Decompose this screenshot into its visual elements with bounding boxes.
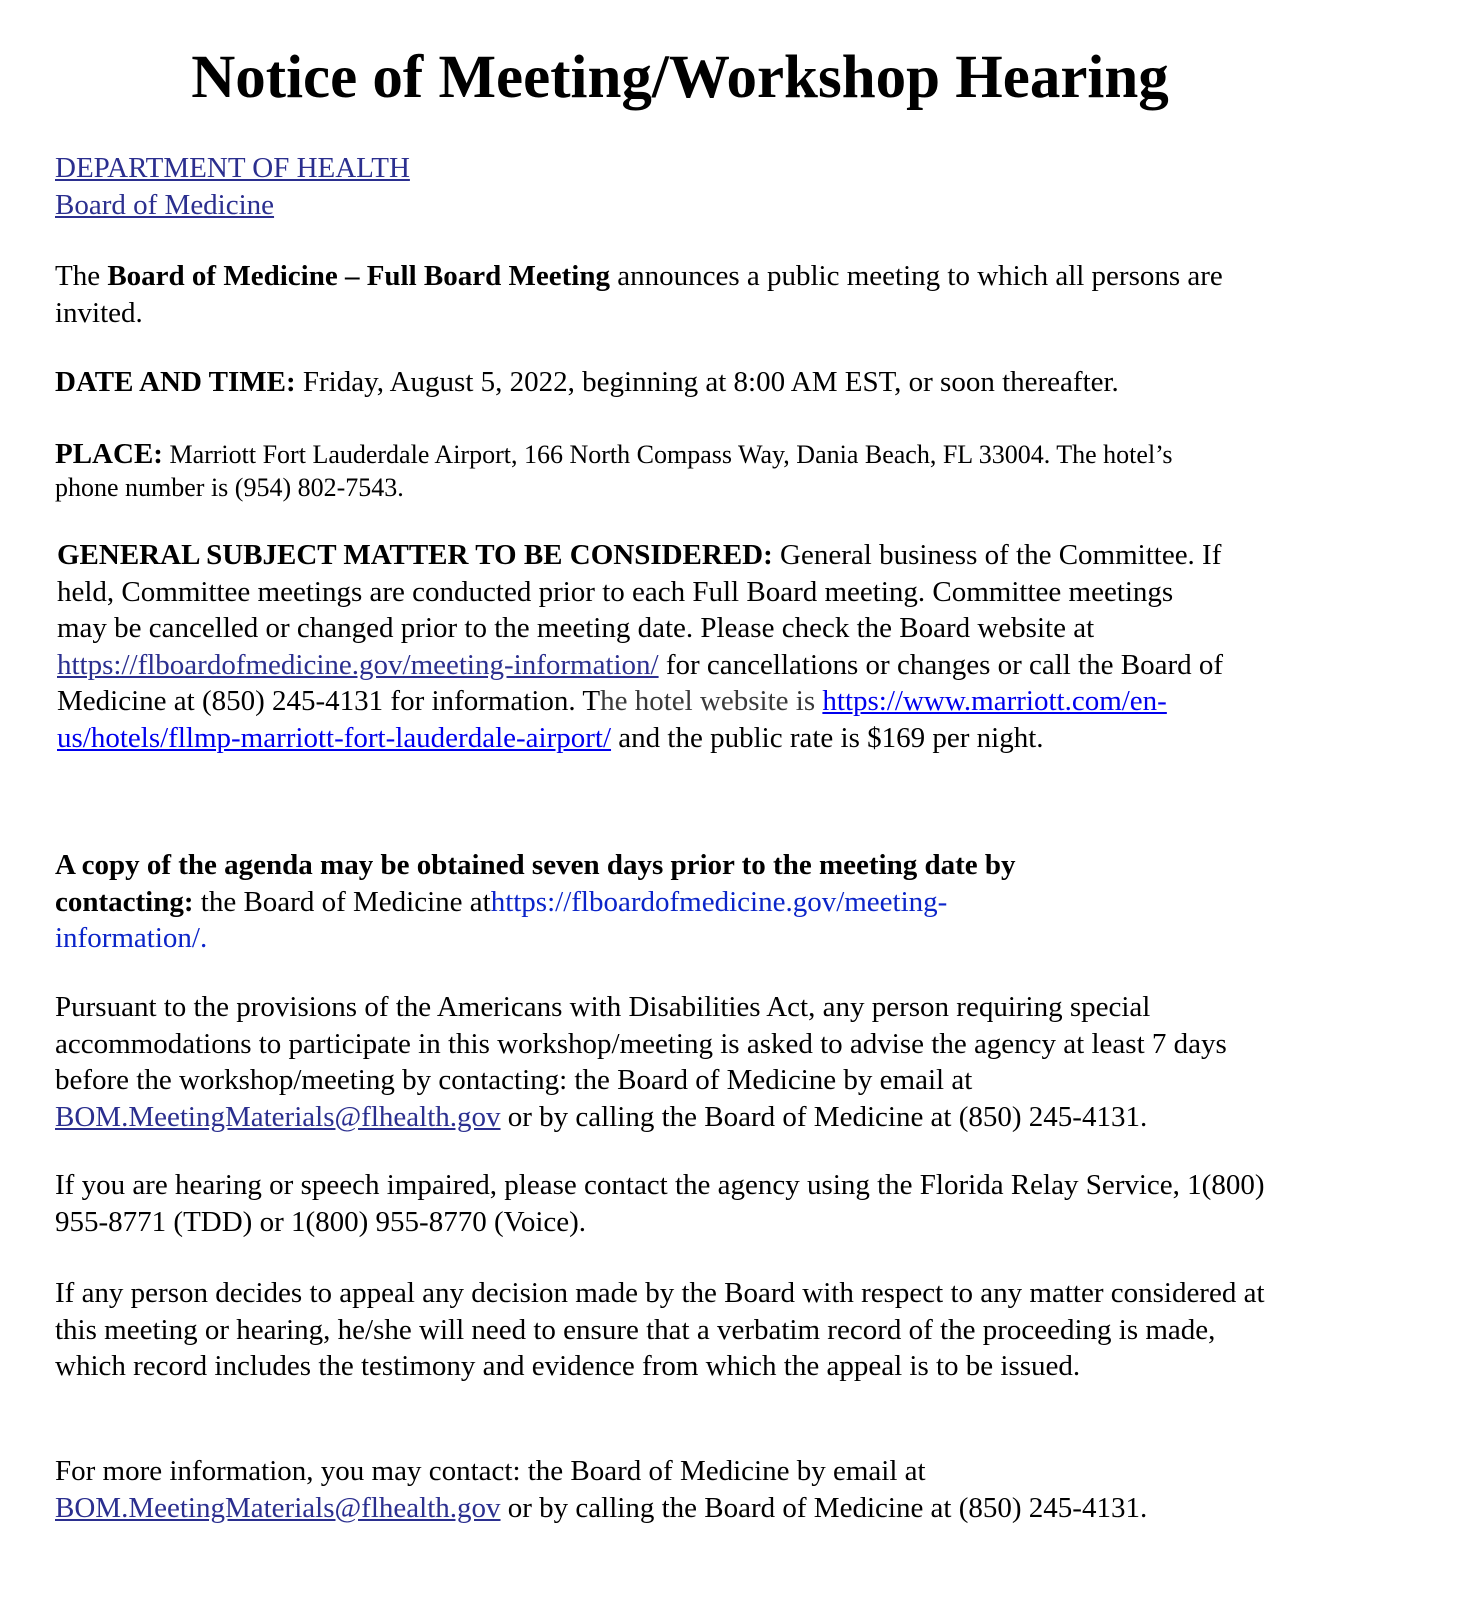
date-time-value: Friday, August 5, 2022, beginning at 8:00 AM EST, or soon thereafter. xyxy=(295,366,1119,398)
ada-text: Pursuant to the provisions of the Americans with Disabilities Act, any person requiring special accommodations to participate in this workshop/meeting is asked to advise the agency at least 7 days before the workshop/meeting by contacting: the Board of Medicine by email at xyxy=(55,991,1227,1096)
intro-suffix: announces a public meeting to which all persons are invited. xyxy=(55,260,1223,329)
subject-text-4: and the public rate is $169 per night. xyxy=(611,721,1044,754)
ada-paragraph xyxy=(55,989,1265,1135)
subject-label: GENERAL SUBJECT MATTER TO BE CONSIDERED: xyxy=(57,539,773,571)
contact-email-link[interactable]: BOM.MeetingMaterials@flhealth.gov xyxy=(55,1491,501,1524)
date-time-label: DATE AND TIME: xyxy=(55,366,296,398)
agenda-label: A copy of the agenda may be obtained seven days prior to the meeting date by contacting: xyxy=(55,849,1016,918)
agenda-paragraph xyxy=(55,847,1065,957)
place-paragraph xyxy=(55,438,1225,504)
intro-paragraph xyxy=(55,258,1270,331)
department-link[interactable]: DEPARTMENT OF HEALTH xyxy=(55,152,410,184)
contact-paragraph xyxy=(55,1453,1265,1526)
board-website-link[interactable]: https://flboardofmedicine.gov/meeting-information/ xyxy=(57,648,659,681)
appeal-paragraph: If any person decides to appeal any decision made by the Board with respect to any matter considered at this meeting or hearing, he/she will need to ensure that a verbatim record of the proceeding is made, which record includes the testimony and evidence from which the appeal is to be issued. xyxy=(55,1277,1265,1382)
place-label: PLACE: xyxy=(55,438,163,470)
contact-suffix: or by calling the Board of Medicine at (850) 245-4131. xyxy=(500,1491,1148,1524)
subject-text-3: he hotel website is xyxy=(600,685,823,717)
agenda-link[interactable]: https://flboardofmedicine.gov/meeting-information/. xyxy=(55,885,948,954)
agenda-text: the Board of Medicine at xyxy=(193,885,491,918)
ada-email-link[interactable]: BOM.MeetingMaterials@flhealth.gov xyxy=(55,1100,501,1133)
page-title: Notice of Meeting/Workshop Hearing xyxy=(191,44,1169,111)
meeting-name: Board of Medicine – Full Board Meeting xyxy=(107,260,610,292)
subject-text-2: for cancellations or changes or call the Board of Medicine at (850) 245-4131 for information. T xyxy=(57,648,1224,717)
place-value: Marriott Fort Lauderdale Airport, 166 North Compass Way, Dania Beach, FL 33004. The hotel’s phone number is (954) 802-7543. xyxy=(55,440,1173,502)
subject-text-1: General business of the Committee. If held, Committee meetings are conducted prior to each Full Board meeting. Committee meetings may be cancelled or changed prior to the meeting date. Please check the Board website at xyxy=(57,539,1222,644)
contact-text: For more information, you may contact: the Board of Medicine by email at xyxy=(55,1455,926,1487)
ada-suffix: or by calling the Board of Medicine at (850) 245-4131. xyxy=(500,1100,1148,1133)
subject-paragraph xyxy=(57,537,1227,756)
relay-paragraph: If you are hearing or speech impaired, please contact the agency using the Florida Relay Service, 1(800) 955-8771 (TDD) or 1(800) 955-8770 (Voice). xyxy=(55,1169,1265,1238)
intro-prefix: The xyxy=(55,260,108,292)
agency-header xyxy=(55,150,1315,223)
hotel-website-link[interactable]: https://www.marriott.com/en-us/hotels/fllmp-marriott-fort-lauderdale-airport/ xyxy=(57,685,1167,754)
date-time-paragraph xyxy=(55,364,1315,401)
board-link[interactable]: Board of Medicine xyxy=(55,188,275,221)
